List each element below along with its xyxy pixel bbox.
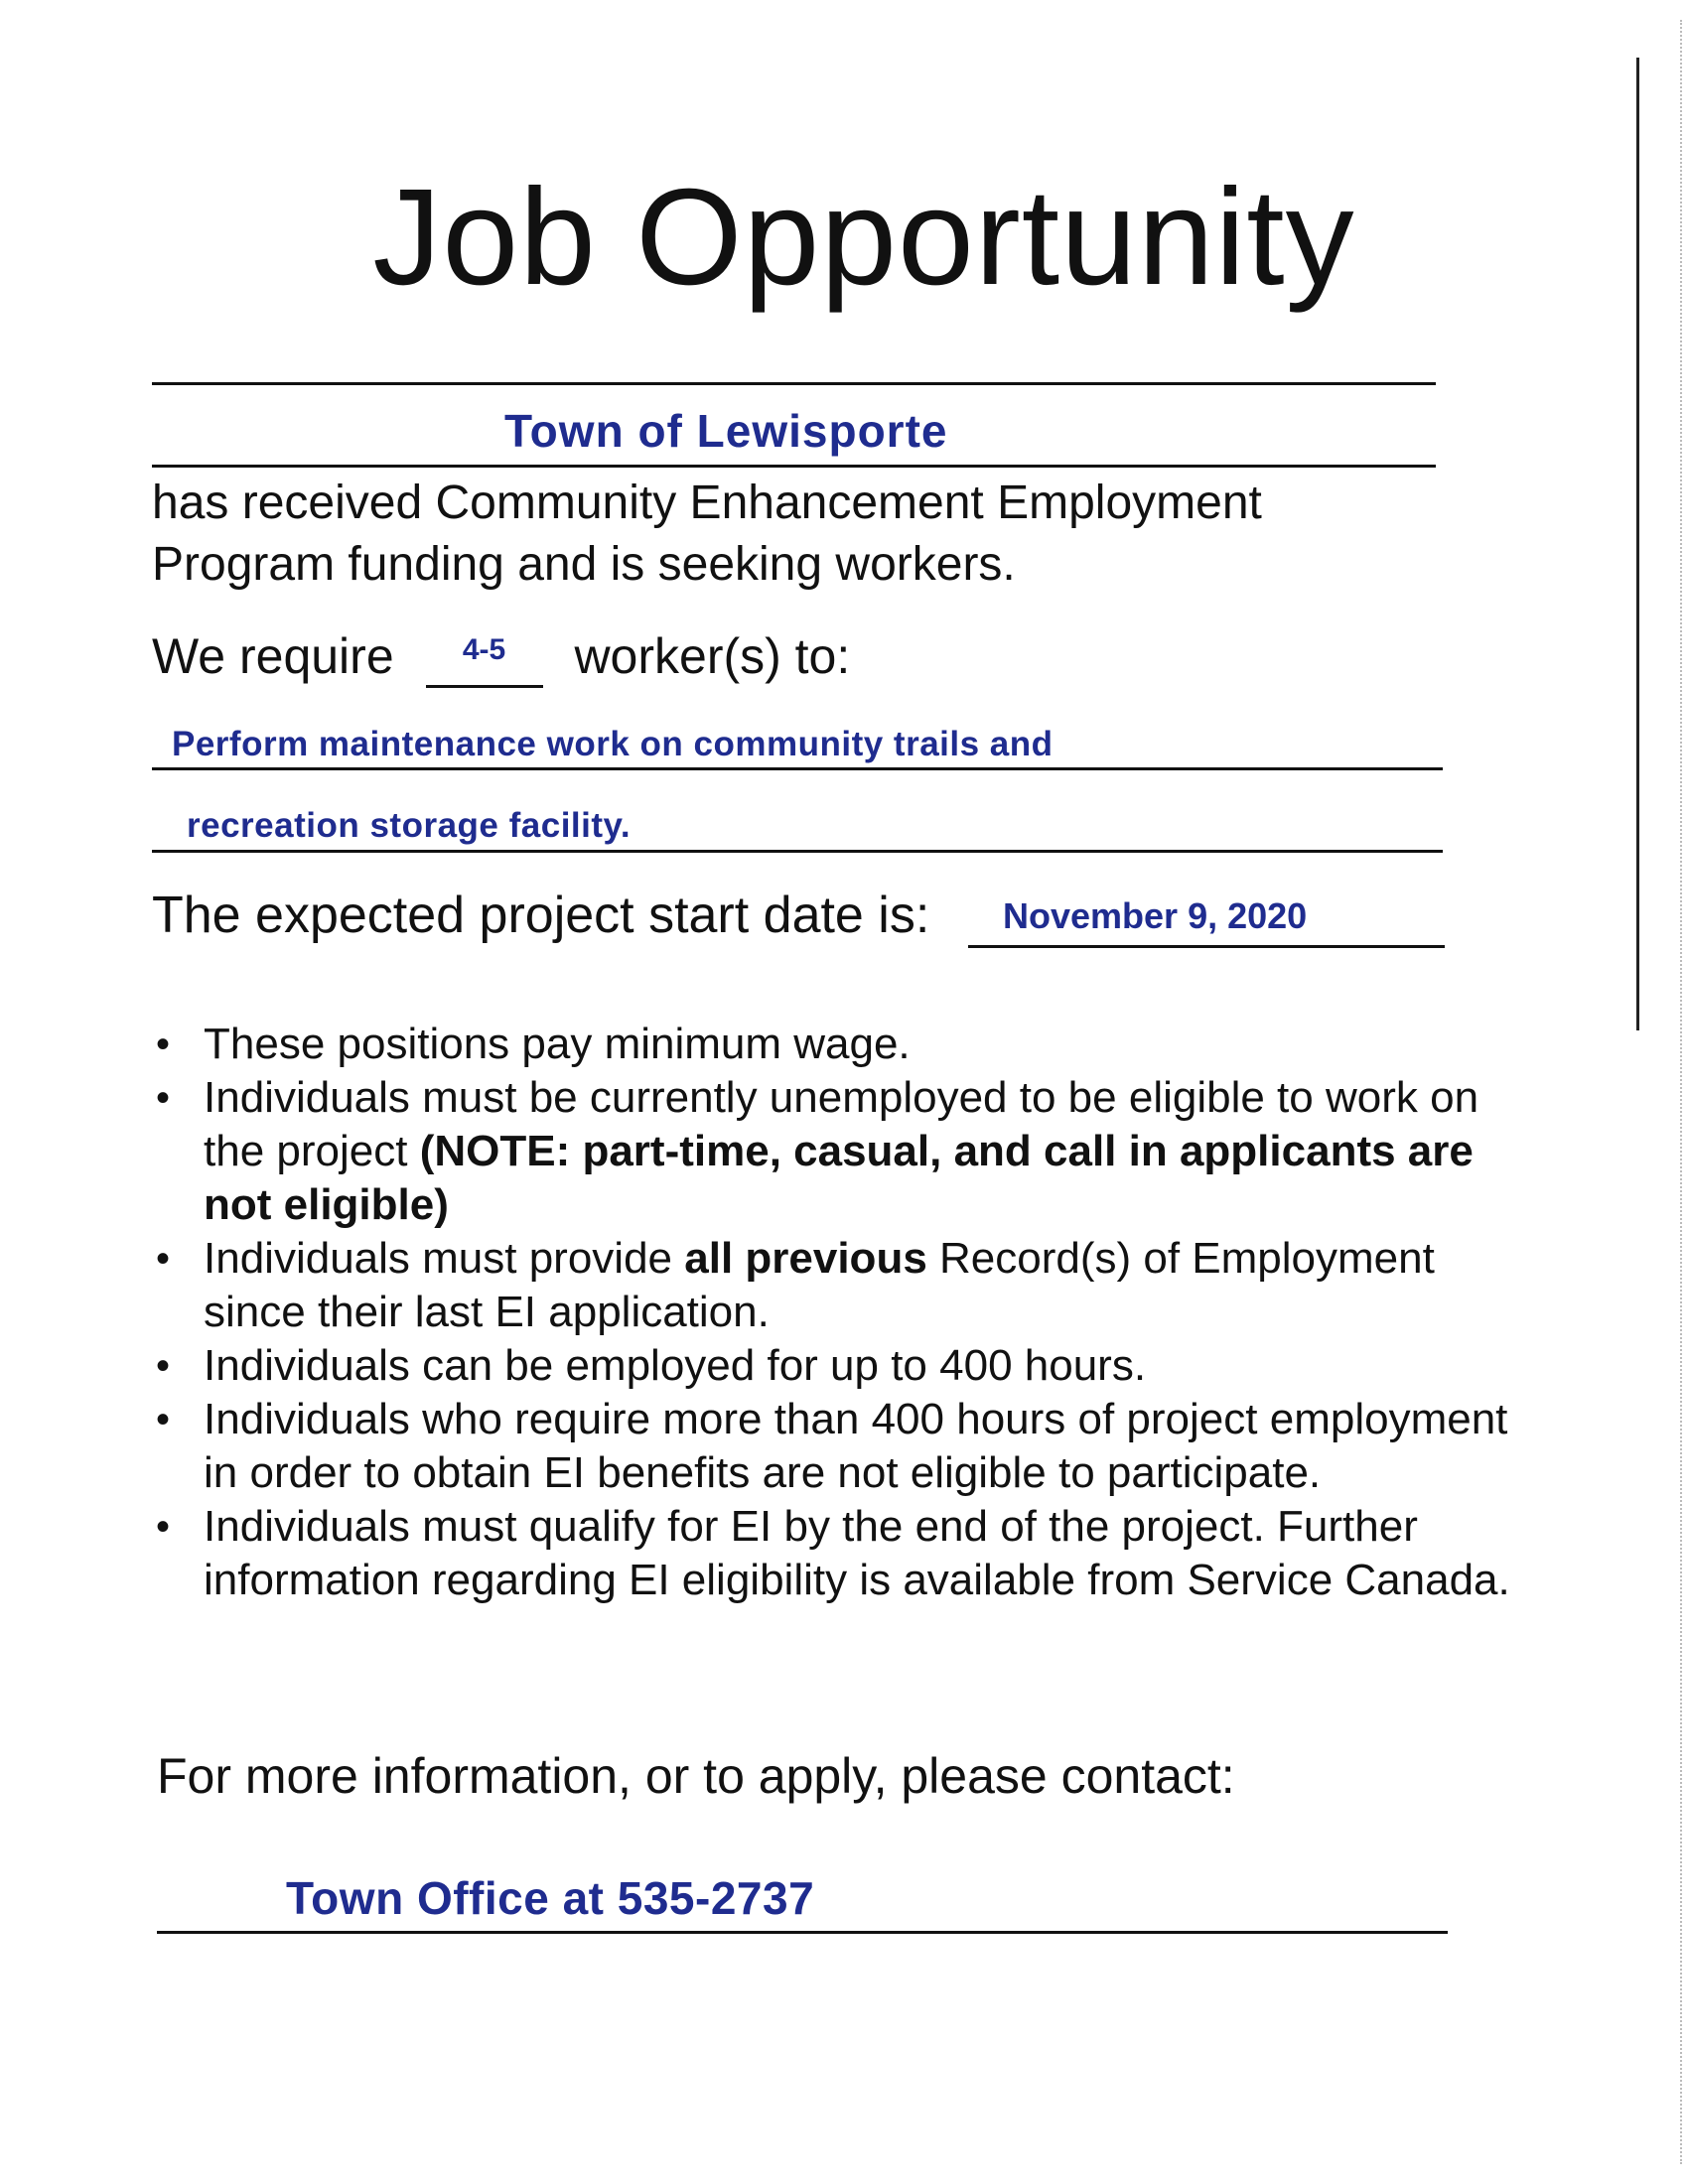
page-title: Job Opportunity — [372, 161, 1355, 314]
list-item — [152, 1018, 1522, 1071]
list-item — [152, 1393, 1522, 1500]
list-item — [152, 1500, 1522, 1607]
bullet-icon: • — [156, 1023, 171, 1066]
bullet-icon: • — [156, 1344, 171, 1388]
rule-under-org — [152, 465, 1436, 468]
bullet-icon: • — [156, 1398, 171, 1441]
eligibility-list — [152, 1018, 1522, 1607]
require-suffix: worker(s) to: — [574, 628, 851, 684]
bullet-emphasis: all previous — [684, 1234, 927, 1283]
list-item — [152, 1339, 1522, 1393]
rule-top — [152, 382, 1436, 385]
bullet-text: Individuals must provide — [204, 1234, 685, 1283]
contact-lead: For more information, or to apply, please contact: — [157, 1748, 1235, 1804]
start-date-label: The expected project start date is: — [152, 887, 930, 944]
organization-name: Town of Lewisporte — [504, 405, 948, 457]
scan-edge-dots — [1680, 20, 1682, 2164]
require-prefix: We require — [152, 628, 394, 684]
rule-task-2 — [152, 850, 1443, 853]
bullet-text: Individuals who require more than 400 hours of project employment in order to obtain EI benefits are not eligible to participate. — [204, 1395, 1508, 1497]
worker-count-blank — [426, 627, 543, 688]
bullet-emphasis: (NOTE: part-time, casual, and call in applicants are not eligible) — [204, 1127, 1474, 1229]
task-line-2: recreation storage facility. — [187, 806, 632, 845]
bullet-icon: • — [156, 1076, 171, 1120]
rule-task-1 — [152, 767, 1443, 770]
bullet-text: These positions pay minimum wage. — [204, 1020, 911, 1068]
worker-count-line — [152, 627, 850, 688]
intro-paragraph — [152, 473, 1443, 596]
list-item — [152, 1071, 1522, 1232]
bullet-text: Individuals can be employed for up to 400 hours. — [204, 1341, 1147, 1390]
bullet-text: Individuals must qualify for EI by the end of the project. Further information regarding EI eligibility is available from Service Canada. — [204, 1502, 1510, 1604]
rule-start-date — [968, 945, 1445, 948]
intro-line-1: has received Community Enhancement Employment — [152, 477, 1262, 529]
bullet-icon: • — [156, 1505, 171, 1549]
bullet-text: Individuals must be currently unemployed to be eligible to work on the project — [204, 1073, 1479, 1175]
worker-count-value: 4-5 — [462, 633, 506, 666]
bullet-text: Record(s) of Employment since their last EI application. — [204, 1234, 1435, 1336]
list-item — [152, 1232, 1522, 1339]
contact-value: Town Office at 535-2737 — [286, 1872, 815, 1924]
start-date-value: November 9, 2020 — [1003, 895, 1308, 936]
bullet-icon: • — [156, 1237, 171, 1281]
intro-line-2: Program funding and is seeking workers. — [152, 538, 1016, 591]
task-line-1: Perform maintenance work on community trails and — [172, 725, 1054, 763]
rule-contact — [157, 1931, 1448, 1934]
